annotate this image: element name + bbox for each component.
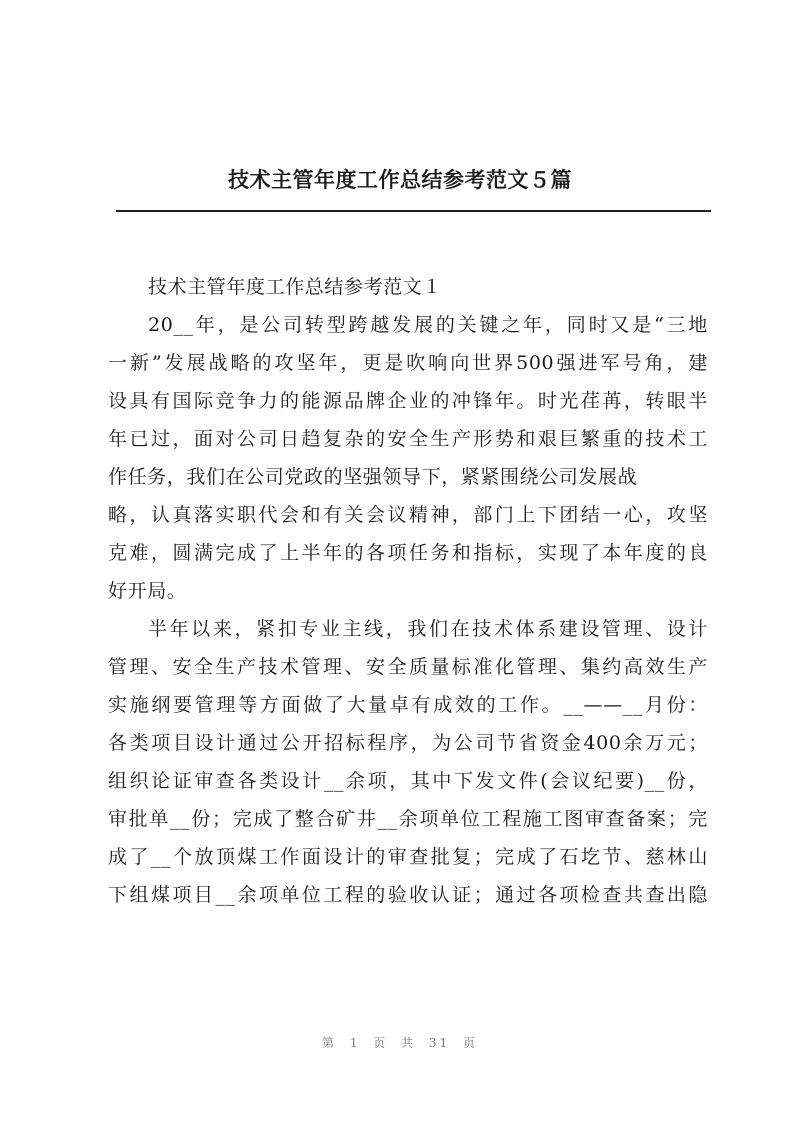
text-line: 设具有国际竞争力的能源品牌企业的冲锋年。时光荏苒，转眼半 <box>108 390 708 412</box>
text-line: 组织论证审查各类设计__余项，其中下发文件(会议纪要)__份， <box>108 770 708 792</box>
text-line: 半年以来，紧扣专业主线，我们在技术体系建设管理、设计 <box>148 618 708 640</box>
text-line: 20__年，是公司转型跨越发展的关键之年，同时又是“三地 <box>148 314 708 336</box>
paragraph-1 <box>108 306 708 610</box>
text-line: 下组煤项目__余项单位工程的验收认证；通过各项检查共查出隐 <box>108 884 708 906</box>
text-line: 好开局。 <box>108 580 187 602</box>
title-underline <box>116 210 711 212</box>
text-line: 克难，圆满完成了上半年的各项任务和指标，实现了本年度的良 <box>108 542 708 564</box>
text-line: 一新”发展战略的攻坚年，更是吹响向世界500强进军号角，建 <box>108 352 708 374</box>
section-heading: 技术主管年度工作总结参考范文１ <box>148 276 443 298</box>
text-line: 年已过，面对公司日趋复杂的安全生产形势和艰巨繁重的技术工 <box>108 428 708 450</box>
paragraph-2 <box>108 610 708 914</box>
text-line: 略，认真落实职代会和有关会议精神，部门上下团结一心，攻坚 <box>108 504 708 526</box>
text-line: 审批单__份；完成了整合矿井__余项单位工程施工图审查备案；完 <box>108 808 708 830</box>
text-line: 成了__个放顶煤工作面设计的审查批复；完成了石圪节、慈林山 <box>108 846 708 868</box>
document-title: 技术主管年度工作总结参考范文５篇 <box>228 168 572 192</box>
text-line: 实施纲要管理等方面做了大量卓有成效的工作。__——__月份： <box>108 694 708 716</box>
page-number-footer: 第 1 页 共 31 页 <box>322 1036 478 1050</box>
text-line: 作任务，我们在公司党政的坚强领导下，紧紧围绕公司发展战 <box>108 466 638 488</box>
document-body <box>108 268 708 914</box>
text-line: 管理、安全生产技术管理、安全质量标准化管理、集约高效生产 <box>108 656 708 678</box>
text-line: 各类项目设计通过公开招标程序，为公司节省资金400余万元； <box>108 732 708 754</box>
